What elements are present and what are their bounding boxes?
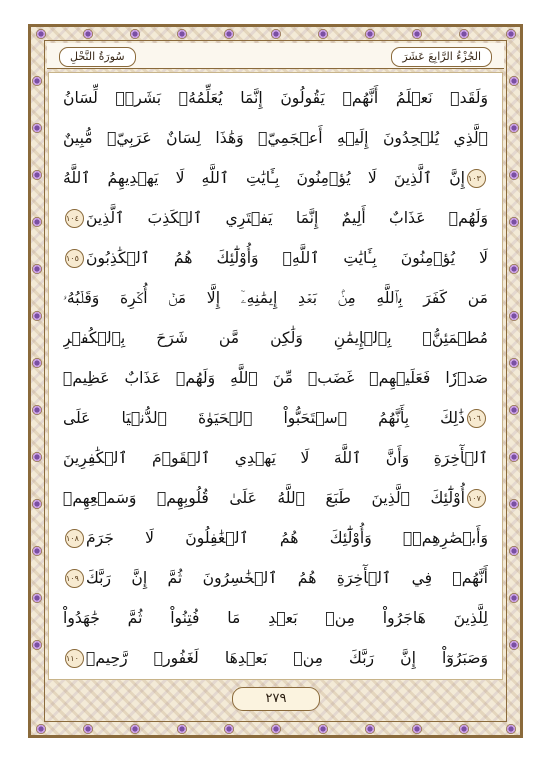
rosette-ornament	[32, 170, 42, 180]
rosette-ornament	[130, 29, 140, 39]
rosette-ornament	[36, 724, 46, 734]
text-line-3: ١٠٣إِنَّ ٱلَّذِينَ لَا يُؤۡمِنُونَ بِـَٔايَٰتِ ٱللَّهِ لَا يَهۡدِيهِمُ ٱللَّهُ	[63, 159, 488, 197]
ayah-marker: ١٠٥	[65, 249, 84, 268]
rosette-ornament	[318, 724, 328, 734]
ayah-marker: ١٠٤	[65, 209, 84, 228]
rosette-ornament	[509, 264, 519, 274]
rosette-ornament	[509, 499, 519, 509]
rosette-ornament	[32, 311, 42, 321]
text-line-2: ٱلَّذِي يُلۡحِدُونَ إِلَيۡهِ أَعۡجَمِيّٞ وَهَٰذَا لِسَانٌ عَرَبِيّٞ مُّبِينٌ	[63, 129, 488, 147]
rosette-ornament	[32, 546, 42, 556]
rosette-ornament	[509, 123, 519, 133]
rosette-ornament	[224, 29, 234, 39]
ayah-marker: ١٠٧	[467, 489, 486, 508]
rosette-ornament	[509, 217, 519, 227]
rosette-ornament	[32, 405, 42, 415]
text-line-7: مُطۡمَئِنُّۢ بِٱلۡإِيمَٰنِ وَلَٰكِن مَّن شَرَحَ بِٱلۡكُفۡرِ	[63, 329, 488, 347]
text-line-13: أَنَّهُمۡ فِي ٱلۡأٓخِرَةِ هُمُ ٱلۡخَٰسِرُونَ ثُمَّ إِنَّ رَبَّكَ١٠٩	[66, 569, 488, 587]
ayah-marker: ١١٠	[65, 649, 84, 668]
rosette-ornament	[32, 264, 42, 274]
text-line-5: لَا يُؤۡمِنُونَ بِـَٔايَٰتِ ٱللَّهِۖ وَأُوْلَٰٓئِكَ هُمُ ٱلۡكَٰذِبُونَ١٠٥	[66, 249, 488, 267]
rosette-ornament	[177, 724, 187, 734]
text-line-1: وَلَقَدۡ نَعۡلَمُ أَنَّهُمۡ يَقُولُونَ إِنَّمَا يُعَلِّمُهُۥ بَشَرٞۗ لِّسَانُ	[63, 89, 488, 107]
rosette-ornament	[130, 724, 140, 734]
rosette-ornament	[32, 499, 42, 509]
juz-label: الجُزْءُ الرَّابِعَ عَشَرَ	[391, 47, 492, 67]
text-line-14: لِلَّذِينَ هَاجَرُواْ مِنۢ بَعۡدِ مَا فُتِنُواْ ثُمَّ جَٰهَدُواْ	[63, 609, 488, 627]
rosette-ornament	[36, 29, 46, 39]
rosette-ornament	[32, 217, 42, 227]
rosette-ornament	[83, 29, 93, 39]
rosette-ornament	[271, 29, 281, 39]
quran-text-panel	[48, 72, 503, 680]
rosette-ornament	[318, 29, 328, 39]
text-line-6: مَن كَفَرَ بِٱللَّهِ مِنۢ بَعۡدِ إِيمَٰنِهِۦٓ إِلَّا مَنۡ أُكۡرِهَ وَقَلۡبُهُۥ	[63, 289, 488, 307]
rosette-ornament	[365, 724, 375, 734]
page-header	[47, 43, 504, 69]
text-line-9: ١٠٦ذَٰلِكَ بِأَنَّهُمُ ٱسۡتَحَبُّواْ ٱلۡحَيَوٰةَ ٱلدُّنۡيَا عَلَى	[63, 399, 488, 437]
rosette-ornament	[459, 29, 469, 39]
text-line-8: صَدۡرٗا فَعَلَيۡهِمۡ غَضَبٞ مِّنَ ٱللَّهِ وَلَهُمۡ عَذَابٌ عَظِيمٞ	[63, 369, 488, 387]
rosette-ornament	[412, 724, 422, 734]
rosette-ornament	[509, 311, 519, 321]
rosette-ornament	[32, 358, 42, 368]
ayah-marker: ١٠٦	[467, 409, 486, 428]
rosette-ornament	[506, 29, 516, 39]
surah-name-label: سُورَةُ النَّحْلِ	[59, 47, 136, 67]
rosette-ornament	[509, 593, 519, 603]
rosette-ornament	[83, 724, 93, 734]
text-line-10: ٱلۡأٓخِرَةِ وَأَنَّ ٱللَّهَ لَا يَهۡدِي ٱلۡقَوۡمَ ٱلۡكَٰفِرِينَ	[63, 449, 488, 467]
rosette-ornament	[509, 170, 519, 180]
rosette-ornament	[32, 76, 42, 86]
rosette-ornament	[509, 405, 519, 415]
rosette-ornament	[32, 593, 42, 603]
rosette-ornament	[32, 123, 42, 133]
rosette-ornament	[32, 452, 42, 462]
rosette-ornament	[32, 640, 42, 650]
rosette-ornament	[177, 29, 187, 39]
text-line-15: وَصَبَرُوٓاْ إِنَّ رَبَّكَ مِنۢ بَعۡدِهَا لَغَفُورٞ رَّحِيمٞ١١٠	[66, 649, 488, 667]
ayah-marker: ١٠٨	[65, 529, 84, 548]
text-line-12: وَأَبۡصَٰرِهِمۡۖ وَأُوْلَٰٓئِكَ هُمُ ٱلۡغَٰفِلُونَ لَا جَرَمَ١٠٨	[66, 529, 488, 547]
rosette-ornament	[509, 546, 519, 556]
rosette-ornament	[509, 452, 519, 462]
rosette-ornament	[365, 29, 375, 39]
ayah-marker: ١٠٣	[467, 169, 486, 188]
rosette-ornament	[459, 724, 469, 734]
rosette-ornament	[509, 76, 519, 86]
text-line-4: وَلَهُمۡ عَذَابٌ أَلِيمٌ إِنَّمَا يَفۡتَرِي ٱلۡكَذِبَ ٱلَّذِينَ١٠٤	[66, 209, 488, 227]
rosette-ornament	[412, 29, 422, 39]
page-number: ٢٧٩	[232, 687, 320, 711]
rosette-ornament	[271, 724, 281, 734]
ayah-marker: ١٠٩	[65, 569, 84, 588]
rosette-ornament	[506, 724, 516, 734]
rosette-ornament	[224, 724, 234, 734]
rosette-ornament	[509, 358, 519, 368]
text-line-11: ١٠٧أُوْلَٰٓئِكَ ٱلَّذِينَ طَبَعَ ٱللَّهُ عَلَىٰ قُلُوبِهِمۡ وَسَمۡعِهِمۡ	[63, 479, 488, 517]
rosette-ornament	[509, 640, 519, 650]
